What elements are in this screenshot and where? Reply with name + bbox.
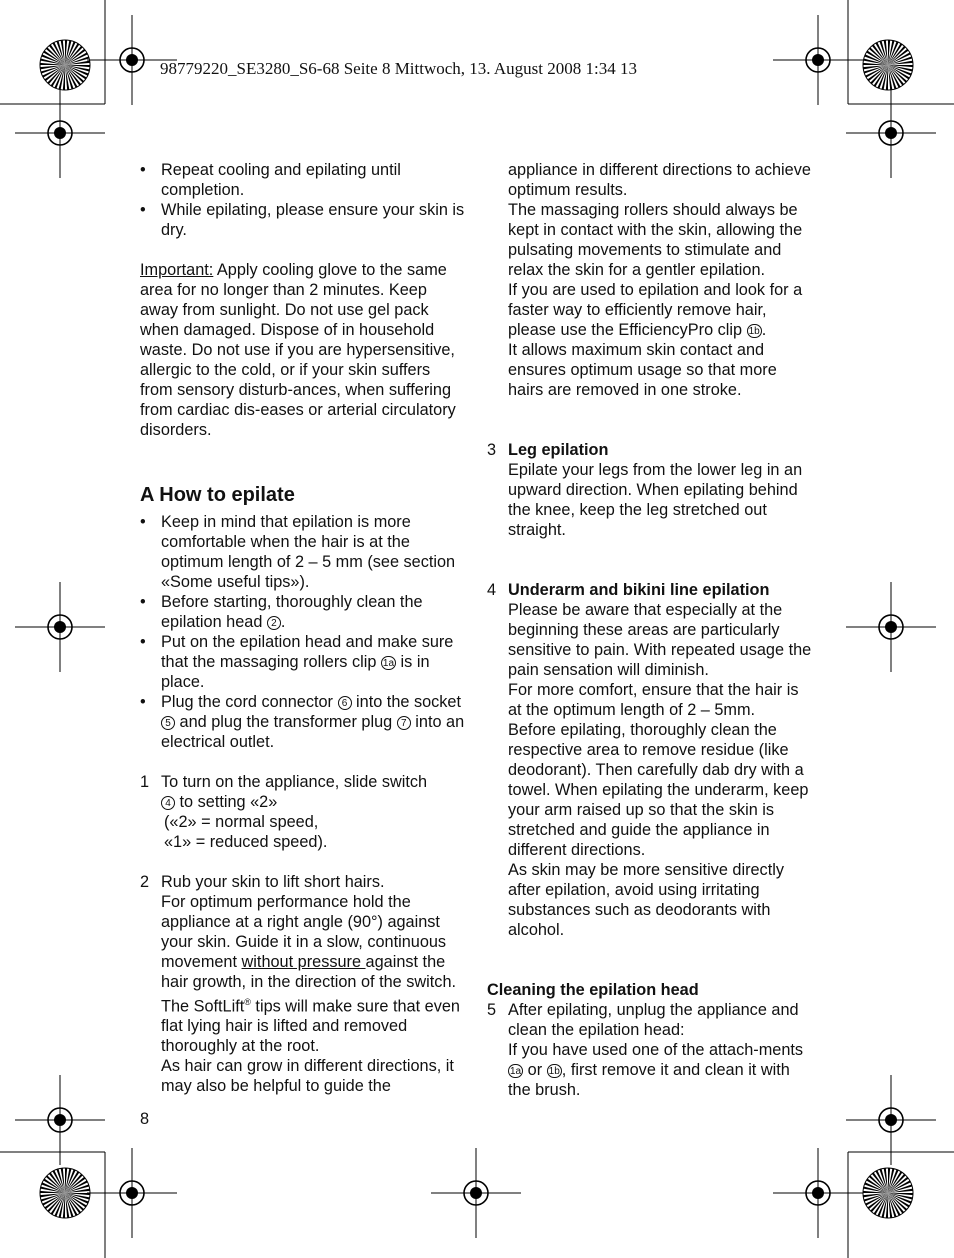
bullet-item: • While epilating, please ensure your skin is dry. — [140, 201, 465, 239]
step-3: 3 Leg epilation Epilate your legs from the lower leg in an upward direction. When epilating behind the knee, keep the leg stretched out straight. — [487, 441, 803, 539]
bullet-item: • Repeat cooling and epilating until completion. — [140, 161, 401, 199]
bullet-item: • Put on the epilation head and make sure that the massaging rollers clip 1a is in place. — [140, 633, 454, 691]
print-star-target — [863, 1168, 913, 1218]
bullet-item: • Plug the cord connector 6 into the socket 5 and plug the transformer plug 7 into an electrical outlet. — [140, 693, 465, 751]
section-heading: A How to epilate — [140, 484, 295, 506]
ref-number-icon: 5 — [161, 716, 175, 730]
step-4: 4 Underarm and bikini line epilation Please be aware that especially at the beginning these areas are particularly sensitive to pain. With repeated usage the pain sensation will diminish. For more comfort, ensure that the hair is at the optimum length of 2 – 5mm. Before epilating, thoroughly clean the respective area to remove residue (like deodorant). Then carefully dab dry with a towel. When epilating the underarm, keep your arm raised up so that the skin is stretched and guide the appliance in different directions. As skin may be more sensitive directly after epilation, avoid using irritating substances such as deodorants with alcohol. — [487, 581, 812, 939]
subsection-heading: Cleaning the epilation head — [487, 981, 699, 999]
ref-number-icon: 1b — [548, 1066, 560, 1077]
step-1: 1 To turn on the appliance, slide switch 4 to setting «2» («2» = normal speed, «1» = reduced speed). — [140, 773, 428, 851]
ref-number-icon: 2 — [267, 616, 281, 630]
important-note: Important: Apply cooling glove to the same area for no longer than 2 minutes. Keep away from sunlight. Do not use gel pack when damaged. Dispose of in household waste. Do not use if you are hypersensitive, allergic to the cold, or if your skin suffers from sensory disturb-ances, when suffering from cardiac dis-eases or arterial circulatory disorders. — [140, 261, 456, 439]
bullet-item: • Keep in mind that epilation is more comfortable when the hair is at the optimum length of 2 – 5 mm (see section «Some useful tips»). — [140, 513, 456, 591]
print-slug-header: 98779220_SE3280_S6-68 Seite 8 Mittwoch, 13. August 2008 1:34 13 — [160, 59, 637, 78]
ref-number-icon: 1a — [510, 1066, 522, 1077]
ref-number-icon: 6 — [338, 696, 352, 710]
ref-number-icon: 4 — [161, 796, 175, 810]
print-star-target — [40, 40, 90, 90]
step-2: 2 Rub your skin to lift short hairs. For optimum performance hold the appliance at a right angle (90°) against your skin. Guide it in a slow, continuous movement without pressure against the hair growth, in the direction of the switch. The SoftLift® tips will make sure that even flat lying hair is lifted and removed thoroughly at the root. As hair can grow in different directions, it may also be helpful to guide the — [140, 873, 460, 1096]
page-number: 8 — [140, 1110, 150, 1128]
right-column: appliance in different directions to achieve optimum results. The massaging rollers should always be kept in contact with the skin, allowing the pulsating movements to stimulate and relax the skin for a gentler epilation. If you are used to epilation and look for a faster way to efficiently remove hair, please use the EfficiencyPro clip 1b . It allows maximum skin contact and ensures optimum usage so that more hairs are removed in one stroke. 3 Leg epilation Epilate your legs from the lower leg in an upward direction. When epilating behind the knee, keep the leg stretched out straight. 4 Underarm and bikini line epilation Please be aware that especially at the beginning these areas are particularly sensitive to pain. With repeated usage the pain sensation will diminish. For more comfort, ensure that the hair is at the optimum length of 2 – 5mm. Before epilating, thoroughly clean the respective area to remove residue (like deodorant). Then carefully dab dry with a towel. When epilating the underarm, keep your arm raised up so that the skin is stretched and guide the appliance in different directions. As skin may be more sensitive directly after epilation, avoid using irritating substances such as deodorants with alcohol. Cleaning the epilation head 5 After epilating, unplug the appliance and clean the epilation head: If you have used one of the attach-ments 1a or 1b , first remove it and clean it with the brush. — [487, 161, 812, 1099]
print-star-target — [863, 40, 913, 90]
print-star-target — [40, 1168, 90, 1218]
ref-number-icon: 1b — [748, 326, 760, 337]
ref-number-icon: 7 — [397, 716, 411, 730]
left-column — [140, 160, 465, 1096]
bullet-item: • Before starting, thoroughly clean the epilation head 2 . — [140, 593, 423, 631]
step-5: 5 After epilating, unplug the appliance and clean the epilation head: If you have used one of the attach-ments 1a or 1b , first remove it and clean it with the brush. — [487, 1001, 804, 1099]
ref-number-icon: 1a — [382, 658, 395, 669]
